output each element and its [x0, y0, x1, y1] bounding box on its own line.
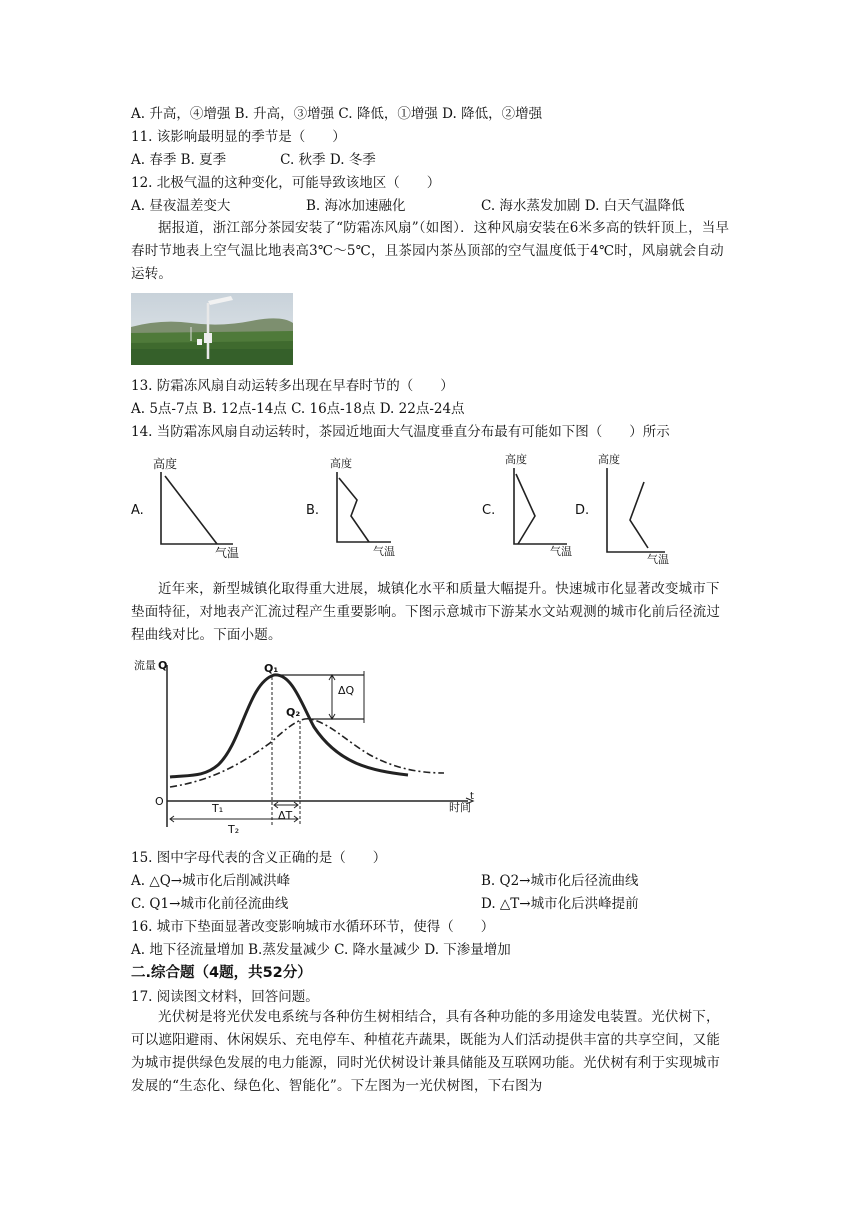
- passage-city: 近年来，新型城镇化取得重大进展，城镇化水平和质量大幅提升。快速城市化显著改变城市下垫面特征，对地表产汇流过程产生重要影响。下图示意城市下游某水文站观测的城市化前后径流过程曲线对比。下面小题。: [131, 581, 721, 643]
- q13-options: A. 5点-7点 B. 12点-14点 C. 16点-18点 D. 22点-24点: [131, 401, 465, 417]
- chart-c: [505, 452, 572, 558]
- q10-options: A. 升高，④增强 B. 升高，③增强 C. 降低，①增强 D. 降低，②增强: [131, 106, 543, 122]
- section-2-heading: 二.综合题（4题，共52分）: [131, 965, 312, 981]
- chart-d-ylabel: 高度: [598, 453, 620, 466]
- runoff-delta-t-label: ΔT: [278, 809, 293, 822]
- q17-stem: 17. 阅读图文材料，回答问题。: [131, 989, 319, 1005]
- q16-stem: 16. 城市下垫面显著改变影响城市水循环环节，使得（ ）: [131, 919, 495, 935]
- runoff-chart: [130, 655, 480, 840]
- chart-d-xlabel: 气温: [647, 553, 669, 566]
- q15-option-c: C. Q1→城市化前径流曲线: [131, 896, 289, 912]
- q13-stem: 13. 防霜冻风扇自动运转多出现在早春时节的（ ）: [131, 378, 454, 394]
- q15-option-b: B. Q2→城市化后径流曲线: [481, 873, 639, 889]
- chart-a-xlabel: 气温: [215, 546, 240, 560]
- option-b-letter: B.: [306, 503, 320, 518]
- option-a-letter: A.: [131, 503, 144, 518]
- q16-options: A. 地下径流量增加 B.蒸发量减少 C. 降水量减少 D. 下渗量增加: [131, 942, 511, 958]
- q12-option-b: B. 海冰加速融化: [306, 198, 406, 214]
- chart-b-xlabel: 气温: [373, 545, 395, 558]
- chart-a: [153, 456, 239, 560]
- q12-stem: 12. 北极气温的这种变化，可能导致该地区（ ）: [131, 175, 441, 191]
- q14-option-charts: [125, 448, 745, 566]
- chart-a-ylabel: 高度: [153, 457, 178, 471]
- q15-stem: 15. 图中字母代表的含义正确的是（ ）: [131, 850, 387, 866]
- q11-options: A. 春季 B. 夏季 C. 秋季 D. 冬季: [131, 152, 376, 168]
- chart-b-ylabel: 高度: [330, 457, 352, 470]
- q15-option-d: D. △T→城市化后洪峰提前: [481, 896, 639, 912]
- chart-b: [330, 456, 395, 558]
- q11-stem: 11. 该影响最明显的季节是（ ）: [131, 129, 346, 145]
- q14-stem: 14. 当防霜冻风扇自动运转时，茶园近地面大气温度垂直分布最有可能如下图（ ）所示: [131, 424, 670, 440]
- fan-photo: [131, 293, 293, 365]
- runoff-y-symbol: Q: [158, 659, 168, 672]
- runoff-curve-after: [170, 675, 408, 777]
- passage-fan: 据报道，浙江部分茶园安装了“防霜冻风扇”（如图）．这种风扇安装在6米多高的铁轩顶上，当早春时节地表上空气温比地表高3℃～5℃，且茶园内茶丛顶部的空气温度低于4℃时，风扇就会自动运转。: [131, 220, 730, 282]
- passage-pv-tree: 光伏树是将光伏发电系统与各种仿生树相结合，具有各种功能的多用途发电装置。光伏树下，可以遮阳避雨、休闲娱乐、充电停车、种植花卉蔬果，既能为人们活动提供丰富的共享空间，又能为城市提供绿色发展的电力能源，同时光伏树设计兼具储能及互联网功能。光伏树有利于实现城市发展的“生态化、绿色化、智能化”。下左图为一光伏树图，下右图为: [131, 1009, 721, 1094]
- chart-c-xlabel: 气温: [550, 545, 572, 558]
- runoff-y-axis-label: 流量: [134, 659, 156, 672]
- q15-option-a: A. △Q→城市化后削减洪峰: [131, 873, 291, 889]
- chart-c-ylabel: 高度: [505, 453, 527, 466]
- runoff-delta-q-label: ΔQ: [338, 684, 355, 697]
- runoff-q1-label: Q₁: [264, 662, 279, 675]
- option-d-letter: D.: [575, 503, 590, 518]
- runoff-origin: O: [155, 795, 164, 808]
- q12-option-c-d: C. 海水蒸发加剧 D. 白天气温降低: [481, 198, 685, 214]
- option-c-letter: C.: [482, 503, 496, 518]
- runoff-x-axis-label: 时间: [449, 801, 471, 814]
- runoff-q2-label: Q₂: [286, 706, 301, 719]
- runoff-t1-label: T₁: [212, 802, 224, 815]
- q12-option-a: A. 昼夜温差变大: [131, 198, 231, 214]
- runoff-x-symbol: t: [470, 791, 474, 802]
- chart-d: [598, 452, 669, 566]
- runoff-t2-label: T₂: [228, 823, 240, 836]
- runoff-curve-before: [170, 719, 444, 787]
